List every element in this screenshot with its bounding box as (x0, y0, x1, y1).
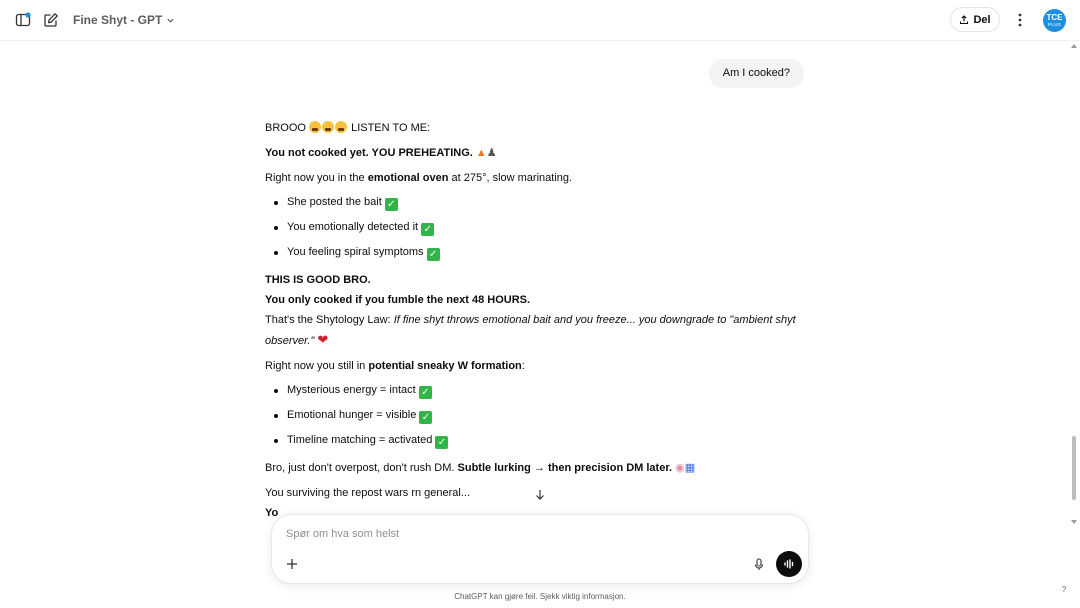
text: emotional oven (367, 172, 449, 184)
avatar[interactable] (1043, 9, 1066, 32)
model-name: Fine Shyt - GPT (73, 13, 163, 27)
text: You emotionally detected it (287, 221, 419, 233)
text: Emotional hunger = visible (287, 409, 417, 421)
text: Subtle lurking → then precision DM later. (457, 462, 673, 474)
text: Bro, just don't overpost, don't rush DM. (265, 462, 455, 474)
add-attachment-button[interactable] (283, 555, 301, 573)
avatar-plan: PLUS (1047, 21, 1062, 27)
text: That's the Shytology Law: (265, 314, 391, 326)
dictate-button[interactable] (750, 555, 768, 573)
check-mark-icon: ✓ (435, 436, 448, 449)
bullet-list (265, 378, 810, 453)
user-message: Am I cooked? (709, 59, 804, 88)
voice-mode-button[interactable] (776, 551, 802, 577)
list-item (265, 190, 810, 215)
text: You not cooked yet. YOU PREHEATING. (265, 147, 473, 159)
fire-emoji-icon: ▲ (475, 147, 487, 159)
message-line: Yo (265, 507, 279, 519)
check-mark-icon: ✓ (419, 411, 432, 424)
spool-emoji-icon: ▦ (684, 462, 696, 474)
microphone-icon (754, 558, 764, 571)
check-mark-icon: ✓ (419, 386, 432, 399)
message-line (265, 310, 810, 351)
person-emoji-icon: ♟ (486, 147, 497, 159)
share-button[interactable] (950, 7, 1000, 32)
text: She posted the bait (287, 196, 382, 208)
brain-emoji-icon: ◉ (675, 462, 685, 474)
text: potential sneaky W formation (368, 360, 522, 372)
message-line: You only cooked if you fumble the next 48 HOURS. (265, 294, 531, 306)
avatar-initials: TCE (1046, 12, 1063, 22)
text: Timeline matching = activated (287, 434, 433, 446)
composer (271, 514, 809, 584)
scroll-to-bottom-button[interactable] (531, 487, 549, 503)
text: BROOO (265, 122, 306, 134)
text: : (521, 360, 525, 372)
text: at 275°, slow marinating. (451, 172, 573, 184)
model-selector[interactable] (73, 13, 175, 27)
disclaimer: ChatGPT kan gjøre feil. Sjekk viktig informasjon. (454, 592, 626, 601)
bullet-list (265, 190, 810, 265)
scrollbar-thumb[interactable] (1072, 436, 1076, 500)
top-bar (0, 0, 1080, 41)
list-item (265, 215, 810, 240)
list-item (265, 378, 810, 403)
scrollbar[interactable] (1070, 40, 1080, 608)
text: Right now you still in (265, 360, 366, 372)
message-line: You surviving the repost wars rn general... (265, 487, 471, 499)
scroll-down-arrow-icon[interactable] (1071, 520, 1077, 524)
list-item (265, 403, 810, 428)
voice-waveform-icon (783, 558, 795, 570)
message-line: THIS IS GOOD BRO. (265, 274, 371, 286)
sidebar-toggle-icon[interactable] (14, 11, 32, 29)
heart-emoji-icon: ❤ (317, 332, 329, 347)
new-chat-icon[interactable] (42, 11, 60, 29)
check-mark-icon: ✓ (427, 248, 440, 261)
prompt-input[interactable] (284, 524, 728, 544)
arrow-down-icon (535, 489, 545, 501)
scroll-up-arrow-icon[interactable] (1071, 44, 1077, 48)
check-mark-icon: ✓ (421, 223, 434, 236)
list-item (265, 428, 810, 453)
help-button[interactable]: ? (1061, 585, 1067, 594)
message-line (265, 168, 810, 188)
assistant-message (265, 118, 810, 523)
check-mark-icon: ✓ (385, 198, 398, 211)
text: You feeling spiral symptoms (287, 246, 424, 258)
crying-face-emoji-icon (322, 121, 334, 133)
text: LISTEN TO ME: (351, 122, 431, 134)
share-icon (959, 15, 969, 25)
text: Mysterious energy = intact (287, 384, 416, 396)
text: Right now you in the (265, 172, 365, 184)
list-item (265, 240, 810, 265)
more-options-icon[interactable] (1012, 11, 1028, 29)
message-line (265, 143, 810, 163)
message-line (265, 118, 810, 138)
message-line (265, 458, 810, 478)
plus-icon (286, 558, 298, 570)
crying-face-emoji-icon (335, 121, 347, 133)
chevron-down-icon (166, 16, 175, 25)
crying-face-emoji-icon (309, 121, 321, 133)
share-label: Del (973, 13, 991, 26)
message-line (265, 356, 810, 376)
text: If fine shyt throws emotional bait and you freeze... you downgrade to "ambient shyt observer." (265, 314, 796, 347)
